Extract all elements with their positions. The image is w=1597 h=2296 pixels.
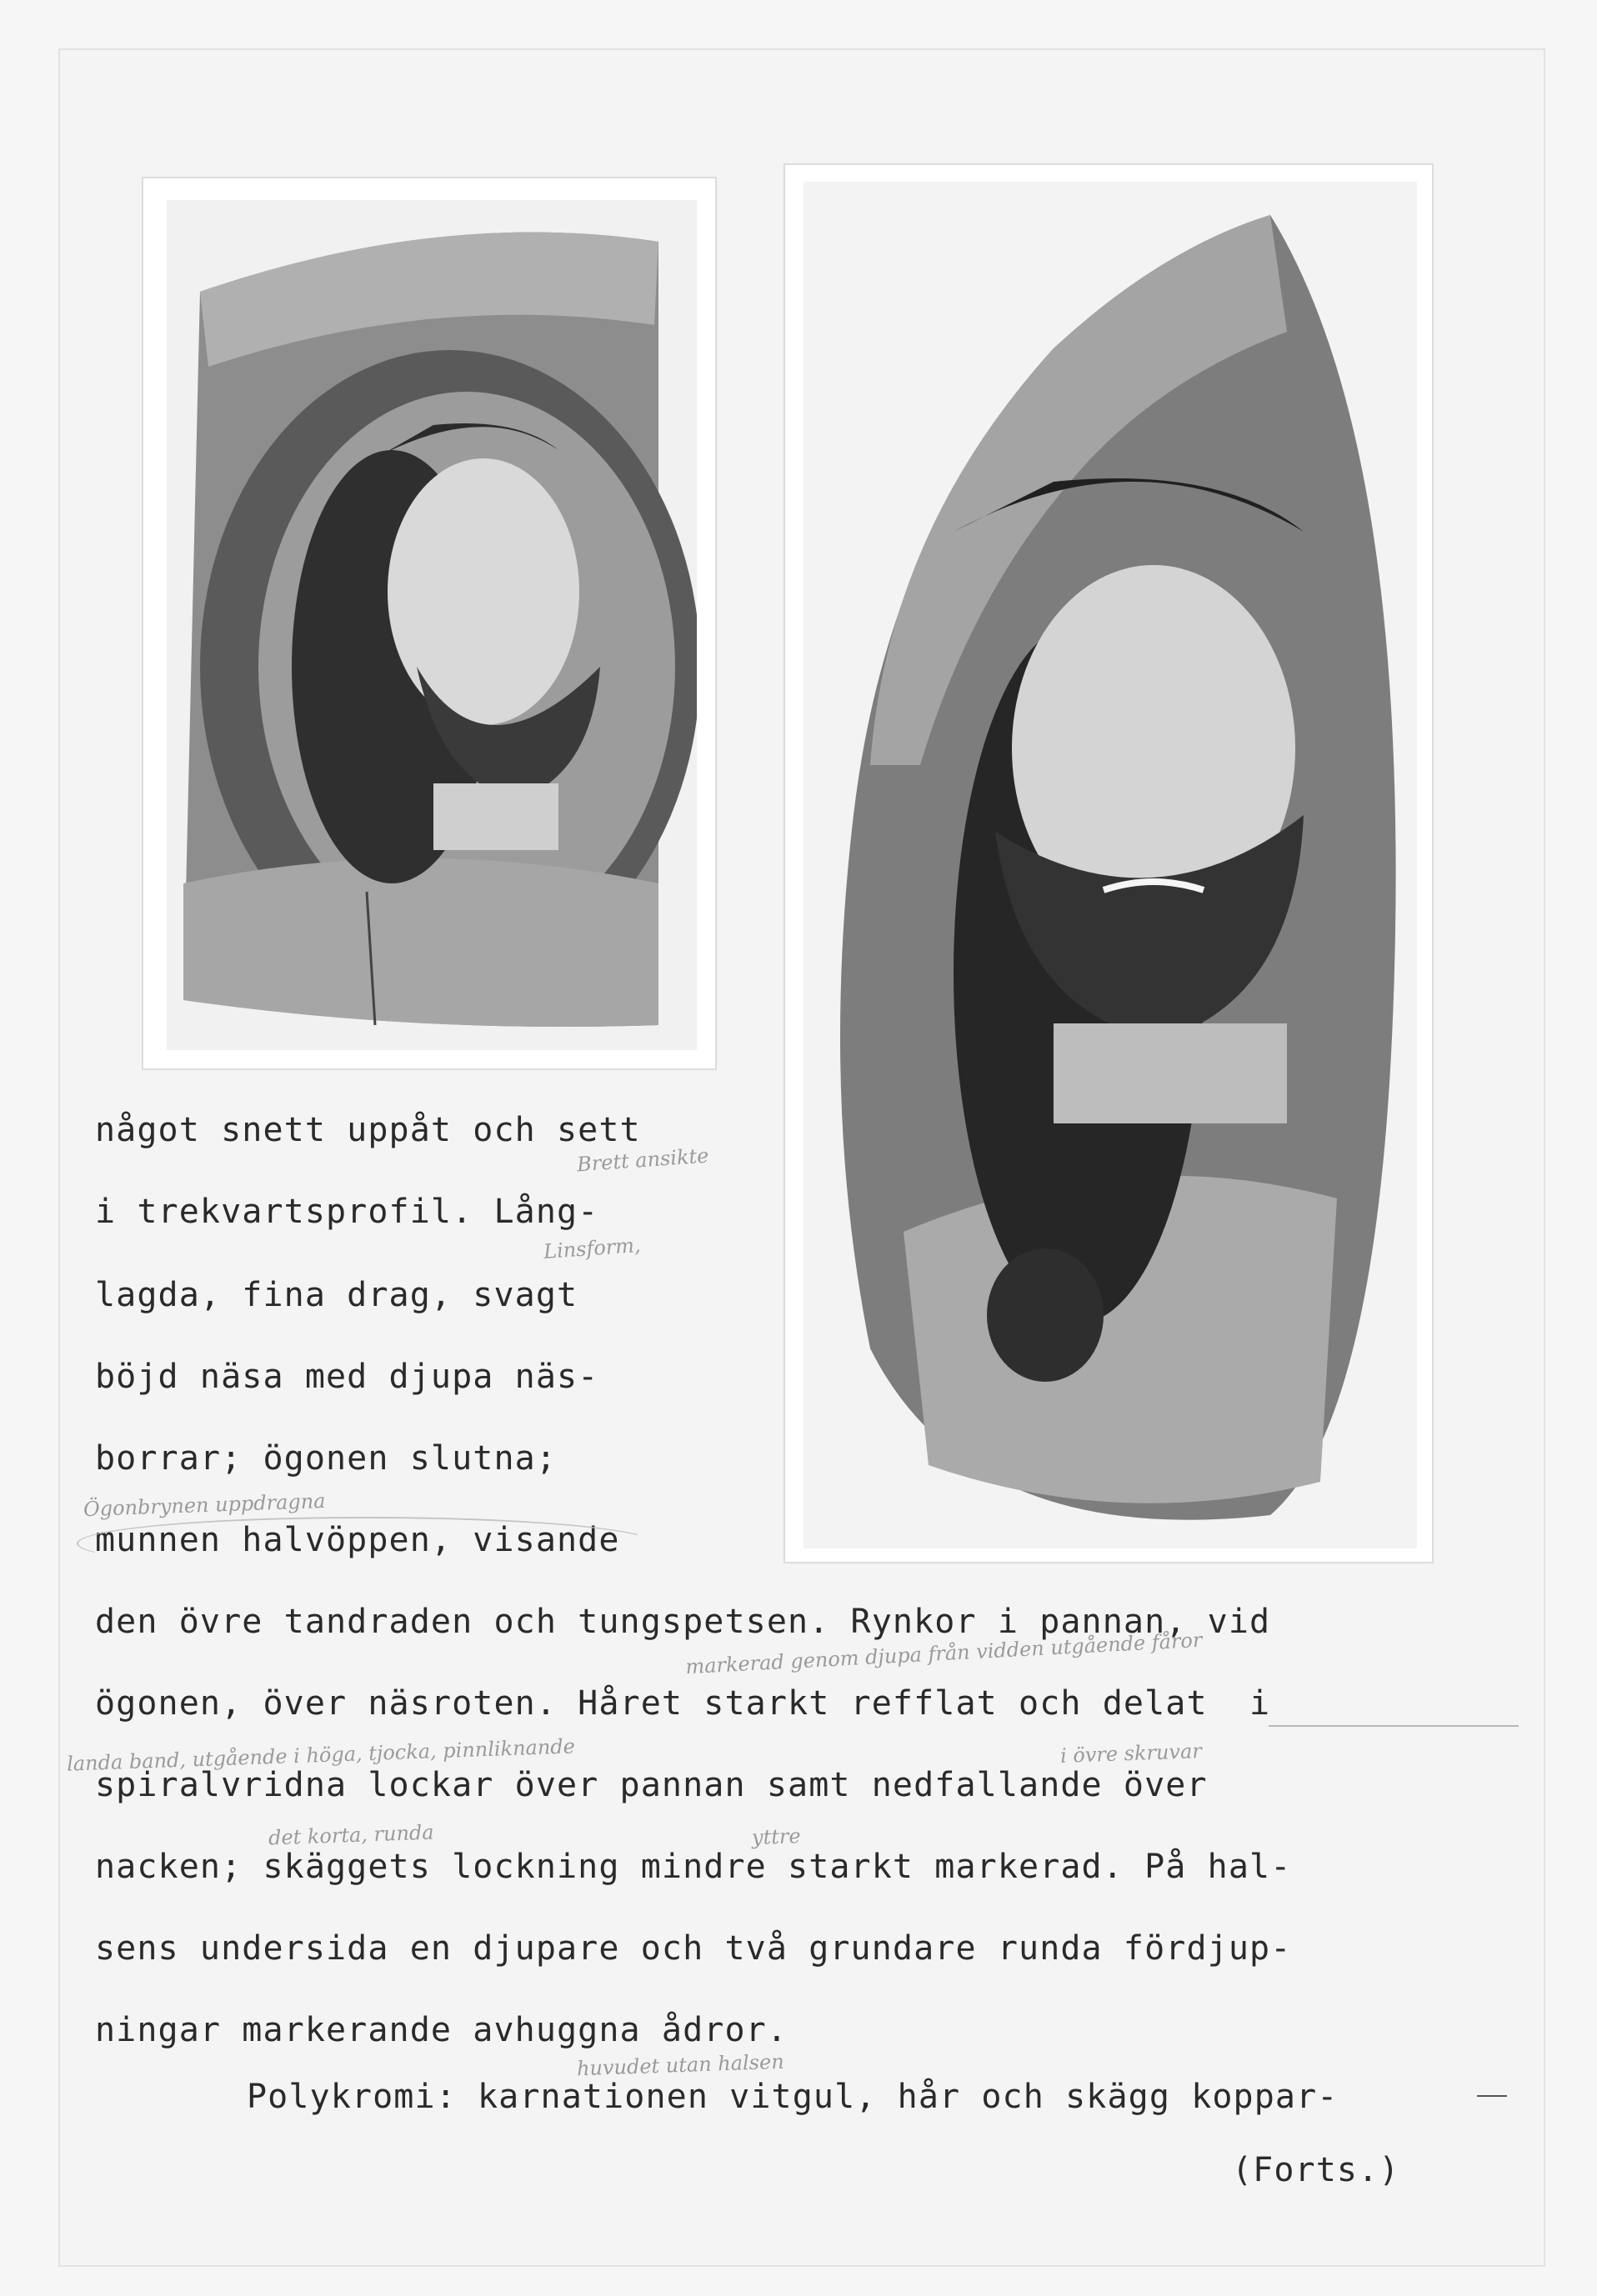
margin-note-2: Linsform,: [543, 1233, 642, 1264]
pencil-underline-2: [1477, 2095, 1507, 2097]
margin-note-3: Ögonbrynen uppdragna: [83, 1488, 326, 1522]
text-line-10: nacken; skäggets lockning mindre starkt markerad. På hal-: [95, 1848, 1292, 1886]
margin-note-7: det korta, runda: [268, 1820, 435, 1850]
margin-note-8: yttre: [751, 1823, 802, 1850]
text-line-9: spiralvridna lockar över pannan samt nedfallande över: [95, 1766, 1208, 1804]
text-line-1: något snett uppåt och sett: [95, 1111, 641, 1149]
relief-photo-large: [804, 182, 1417, 1548]
photo-mount-right: [783, 163, 1434, 1563]
text-line-2: i trekvartsprofil. Lång-: [95, 1193, 599, 1231]
text-line-6: munnen halvöppen, visande: [95, 1521, 620, 1559]
text-line-14: (Forts.): [1232, 2151, 1400, 2189]
text-line-3: lagda, fina drag, svagt: [95, 1276, 578, 1314]
text-line-5: borrar; ögonen slutna;: [95, 1439, 558, 1478]
relief-photo-small: [167, 200, 697, 1050]
text-line-8: ögonen, över näsroten. Håret starkt refflat och delat i: [95, 1684, 1271, 1723]
text-line-7: den övre tandraden och tungspetsen. Rynkor i pannan, vid: [95, 1603, 1271, 1641]
text-line-4: böjd näsa med djupa näs-: [95, 1358, 599, 1396]
head-relief-image-large: [804, 182, 1417, 1548]
photo-mount-left: [142, 177, 717, 1070]
head-relief-image-small: [167, 200, 697, 1050]
pencil-arc-1: [77, 1517, 655, 1570]
text-line-12: ningar markerande avhuggna ådror.: [95, 2011, 788, 2049]
margin-note-1: Brett ansikte: [576, 1143, 710, 1177]
margin-note-6: i övre skruvar: [1059, 1739, 1203, 1768]
text-line-13: Polykromi: karnationen vitgul, hår och skägg koppar-: [247, 2078, 1339, 2116]
text-line-11: sens undersida en djupare och två grundare runda fördjup-: [95, 1929, 1292, 1968]
margin-note-9: huvudet utan halsen: [576, 2049, 785, 2081]
document-sheet: [58, 48, 1545, 2267]
margin-note-5: landa band, utgående i höga, tjocka, pinnliknande: [66, 1734, 576, 1776]
margin-note-4: markerad genom djupa från vidden utgående fåror: [684, 1628, 1204, 1679]
pencil-underline-1: [1269, 1725, 1519, 1727]
